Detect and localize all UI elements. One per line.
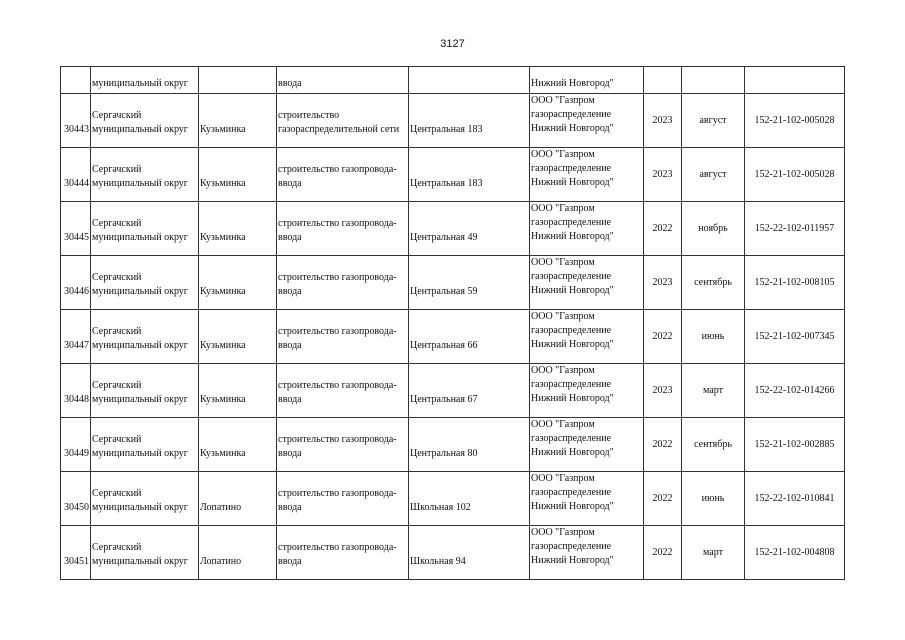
village-cell: Лопатино <box>199 472 277 526</box>
district-cell: Сергачский муниципальный округ <box>91 364 199 418</box>
organization-cell: ООО "Газпром газораспределение Нижний Новгород" <box>530 364 644 418</box>
activity-cell: строительство газораспределительной сети <box>277 94 409 148</box>
table-row <box>61 256 845 310</box>
address-cell: Школьная 102 <box>409 472 530 526</box>
year-cell: 2022 <box>644 418 682 472</box>
village-cell: Кузьминка <box>199 310 277 364</box>
organization-cell: ООО "Газпром газораспределение Нижний Новгород" <box>530 202 644 256</box>
code-cell: 152-21-102-008105 <box>745 256 845 310</box>
code-cell: 152-21-102-004808 <box>745 526 845 580</box>
organization-cell: Нижний Новгород" <box>530 67 644 94</box>
month-cell: август <box>682 94 745 148</box>
code-cell: 152-21-102-002885 <box>745 418 845 472</box>
village-cell: Кузьминка <box>199 94 277 148</box>
month-cell: август <box>682 148 745 202</box>
district-cell: Сергачский муниципальный округ <box>91 418 199 472</box>
month-cell: июнь <box>682 310 745 364</box>
row-number-cell: 30444 <box>61 148 91 202</box>
table-row <box>61 364 845 418</box>
organization-cell: ООО "Газпром газораспределение Нижний Новгород" <box>530 472 644 526</box>
row-number-cell: 30445 <box>61 202 91 256</box>
code-cell: 152-22-102-010841 <box>745 472 845 526</box>
table-row <box>61 94 845 148</box>
activity-cell: строительство газопровода- ввода <box>277 148 409 202</box>
activity-cell: строительство газопровода- ввода <box>277 202 409 256</box>
address-cell: Школьная 94 <box>409 526 530 580</box>
gas-connection-table <box>60 66 845 580</box>
row-number-cell: 30447 <box>61 310 91 364</box>
village-cell: Кузьминка <box>199 256 277 310</box>
month-cell: июнь <box>682 472 745 526</box>
district-cell: Сергачский муниципальный округ <box>91 202 199 256</box>
code-cell: 152-21-102-005028 <box>745 94 845 148</box>
district-cell: Сергачский муниципальный округ <box>91 472 199 526</box>
activity-cell: строительство газопровода- ввода <box>277 472 409 526</box>
code-cell <box>745 67 845 94</box>
continuation-row <box>61 67 845 94</box>
organization-cell: ООО "Газпром газораспределение Нижний Новгород" <box>530 418 644 472</box>
table-row <box>61 418 845 472</box>
district-cell: Сергачский муниципальный округ <box>91 148 199 202</box>
organization-cell: ООО "Газпром газораспределение Нижний Новгород" <box>530 310 644 364</box>
code-cell: 152-21-102-007345 <box>745 310 845 364</box>
organization-cell: ООО "Газпром газораспределение Нижний Новгород" <box>530 148 644 202</box>
code-cell: 152-22-102-014266 <box>745 364 845 418</box>
activity-cell: строительство газопровода- ввода <box>277 310 409 364</box>
village-cell: Кузьминка <box>199 202 277 256</box>
table-row <box>61 310 845 364</box>
village-cell: Кузьминка <box>199 364 277 418</box>
address-cell: Центральная 183 <box>409 94 530 148</box>
row-number-cell: 30449 <box>61 418 91 472</box>
village-cell <box>199 67 277 94</box>
village-cell: Кузьминка <box>199 148 277 202</box>
address-cell <box>409 67 530 94</box>
address-cell: Центральная 80 <box>409 418 530 472</box>
year-cell: 2022 <box>644 526 682 580</box>
address-cell: Центральная 66 <box>409 310 530 364</box>
table-row <box>61 472 845 526</box>
row-number-cell: 30443 <box>61 94 91 148</box>
year-cell: 2023 <box>644 256 682 310</box>
organization-cell: ООО "Газпром газораспределение Нижний Новгород" <box>530 526 644 580</box>
page-number: 3127 <box>440 38 465 50</box>
year-cell <box>644 67 682 94</box>
district-cell: Сергачский муниципальный округ <box>91 310 199 364</box>
row-number-cell: 30446 <box>61 256 91 310</box>
month-cell: сентябрь <box>682 256 745 310</box>
year-cell: 2023 <box>644 94 682 148</box>
district-cell: Сергачский муниципальный округ <box>91 526 199 580</box>
row-number-cell: 30450 <box>61 472 91 526</box>
month-cell: март <box>682 364 745 418</box>
row-number-cell: 30448 <box>61 364 91 418</box>
row-number-cell <box>61 67 91 94</box>
address-cell: Центральная 59 <box>409 256 530 310</box>
organization-cell: ООО "Газпром газораспределение Нижний Новгород" <box>530 256 644 310</box>
district-cell: Сергачский муниципальный округ <box>91 256 199 310</box>
year-cell: 2023 <box>644 364 682 418</box>
organization-cell: ООО "Газпром газораспределение Нижний Новгород" <box>530 94 644 148</box>
row-number-cell: 30451 <box>61 526 91 580</box>
month-cell: март <box>682 526 745 580</box>
village-cell: Кузьминка <box>199 418 277 472</box>
month-cell <box>682 67 745 94</box>
year-cell: 2023 <box>644 148 682 202</box>
address-cell: Центральная 49 <box>409 202 530 256</box>
district-cell: муниципальный округ <box>91 67 199 94</box>
activity-cell: ввода <box>277 67 409 94</box>
month-cell: сентябрь <box>682 418 745 472</box>
activity-cell: строительство газопровода- ввода <box>277 418 409 472</box>
address-cell: Центральная 183 <box>409 148 530 202</box>
year-cell: 2022 <box>644 202 682 256</box>
month-cell: ноябрь <box>682 202 745 256</box>
table-row <box>61 148 845 202</box>
village-cell: Лопатино <box>199 526 277 580</box>
code-cell: 152-22-102-011957 <box>745 202 845 256</box>
table-row <box>61 526 845 580</box>
table-row <box>61 202 845 256</box>
address-cell: Центральная 67 <box>409 364 530 418</box>
activity-cell: строительство газопровода- ввода <box>277 526 409 580</box>
year-cell: 2022 <box>644 310 682 364</box>
activity-cell: строительство газопровода- ввода <box>277 364 409 418</box>
code-cell: 152-21-102-005028 <box>745 148 845 202</box>
district-cell: Сергачский муниципальный округ <box>91 94 199 148</box>
year-cell: 2022 <box>644 472 682 526</box>
activity-cell: строительство газопровода- ввода <box>277 256 409 310</box>
